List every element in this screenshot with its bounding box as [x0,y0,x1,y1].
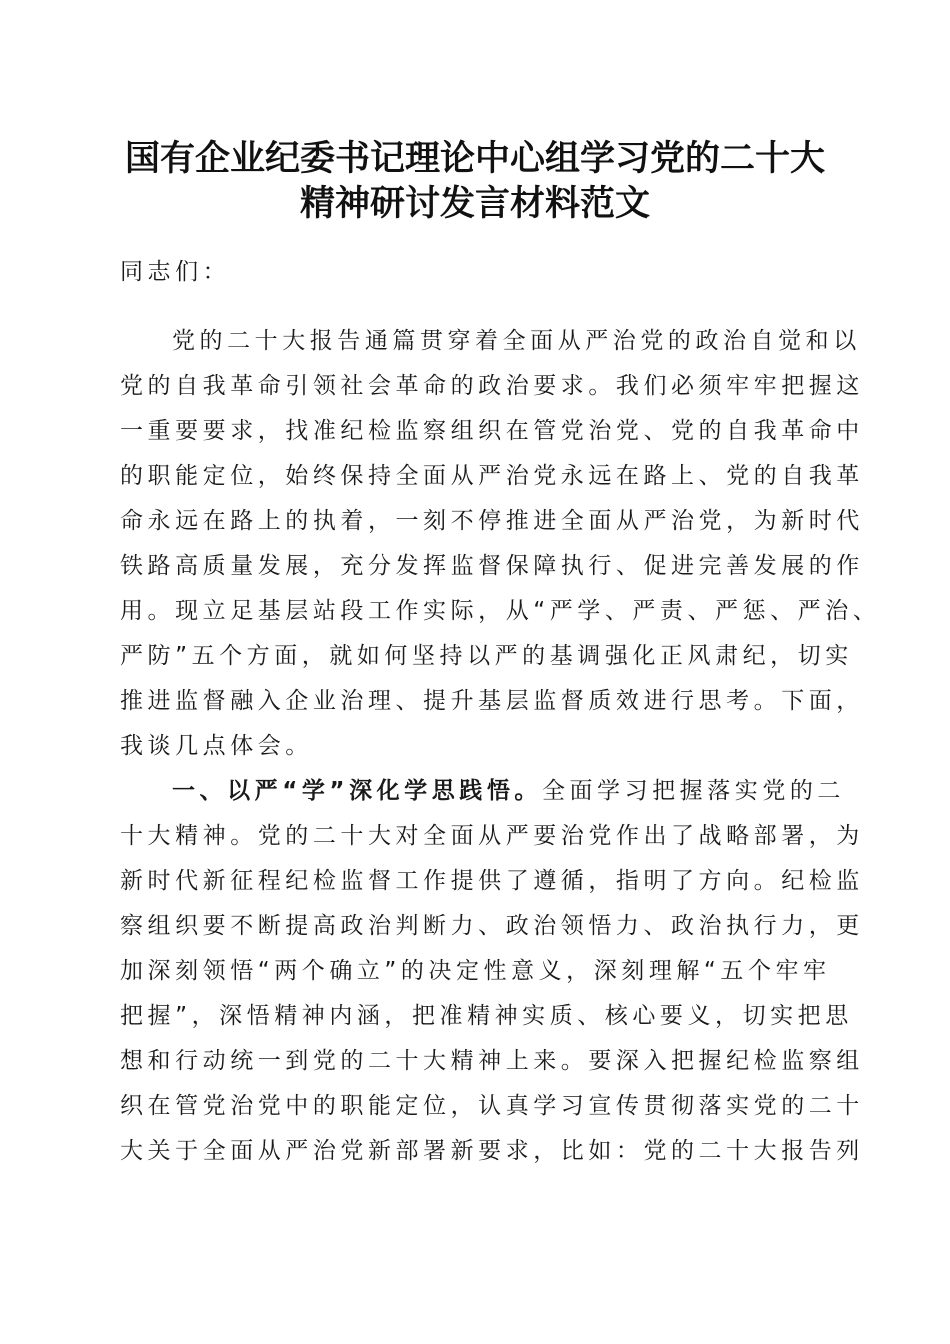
intro-line: 我谈几点体会。 [120,733,313,759]
intro-line: 一重要要求，找准纪检监察组织在管党治党、党的自我革命中 [120,418,864,444]
salutation: 同志们： [120,259,231,285]
intro-line: 命永远在路上的执着，一刻不停推进全面从严治党，为新时代 [120,508,864,534]
section-1-line: 察组织要不断提高政治判断力、政治领悟力、政治执行力，更 [120,913,864,939]
section-1-line: 十大精神。党的二十大对全面从严要治党作出了战略部署，为 [120,823,864,849]
section-1-line: 加深刻领悟“两个确立”的决定性意义，深刻理解“五个牢牢 [120,958,831,984]
intro-line: 铁路高质量发展，充分发挥监督保障执行、促进完善发展的作 [120,553,864,579]
section-1-line: 新时代新征程纪检监督工作提供了遵循，指明了方向。纪检监 [120,868,864,894]
document-title-line-1: 国有企业纪委书记理论中心组学习党的二十大 [124,138,825,179]
intro-line: 的职能定位，始终保持全面从严治党永远在路上、党的自我革 [120,463,864,489]
section-1-line: 想和行动统一到党的二十大精神上来。要深入把握纪检监察组 [120,1048,864,1074]
section-1-line: 大关于全面从严治党新部署新要求，比如：党的二十大报告列 [120,1138,864,1164]
intro-line: 推进监督融入企业治理、提升基层监督质效进行思考。下面， [120,688,864,714]
section-1-line: 织在管党治党中的职能定位，认真学习宣传贯彻落实党的二十 [120,1093,864,1119]
section-1-first-line-text: 全面学习把握落实党的二 [541,778,845,804]
intro-line: 严防”五个方面，就如何坚持以严的基调强化正风肃纪，切实 [120,643,853,669]
section-1-heading: 一、以严“学”深化学思践悟。 [172,778,542,804]
section-1-line: 把握”，深悟精神内涵，把准精神实质、核心要义，切实把思 [120,1003,853,1029]
intro-line: 党的自我革命引领社会革命的政治要求。我们必须牢牢把握这 [120,373,864,399]
section-1-first-line [172,776,845,806]
document-title-line-2: 精神研讨发言材料范文 [299,183,650,224]
intro-line: 党的二十大报告通篇贯穿着全面从严治党的政治自觉和以 [172,328,861,354]
intro-line: 用。现立足基层站段工作实际，从“严学、严责、严惩、严治、 [120,598,881,624]
